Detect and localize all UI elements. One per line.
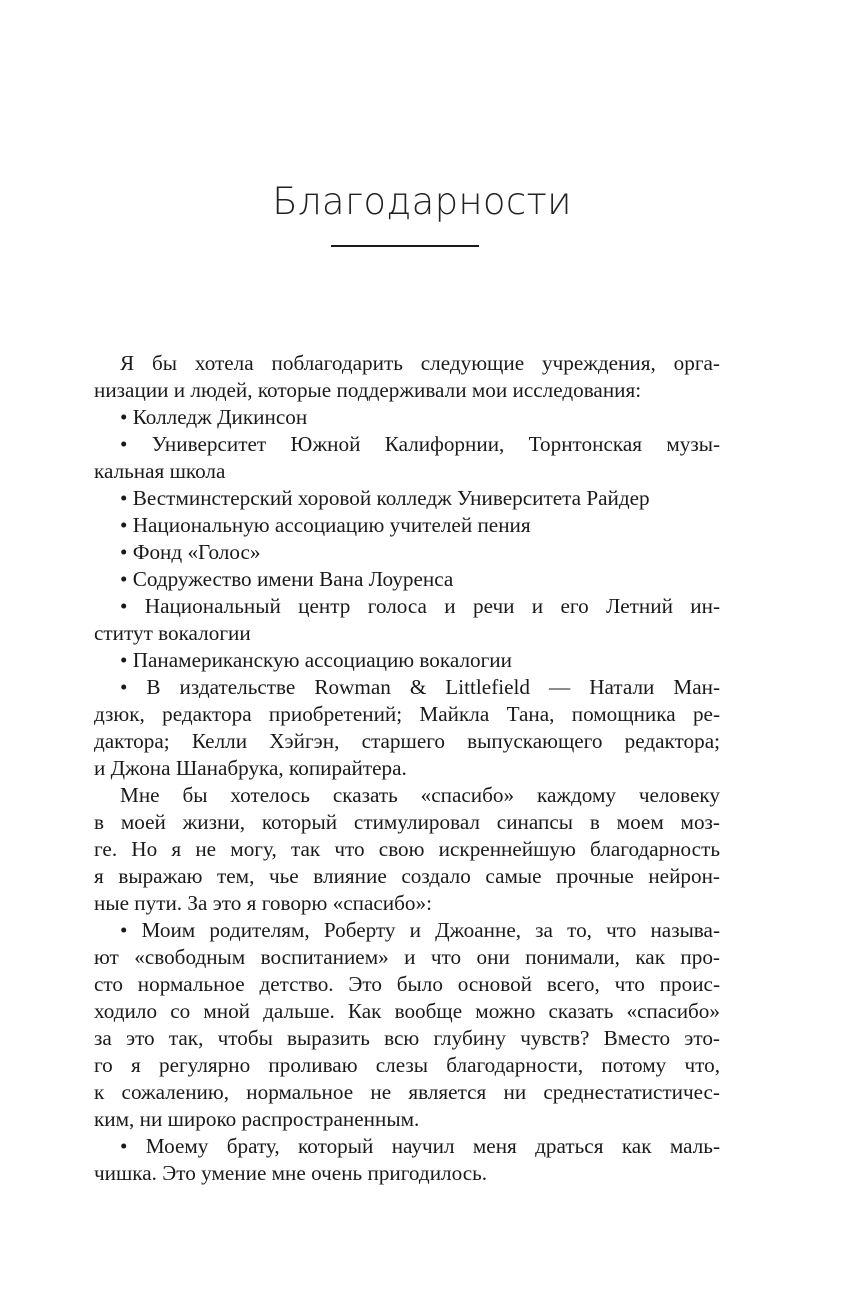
body-text (94, 350, 720, 1187)
text-line: • Моему брату, который научил меня драться как маль- (120, 1134, 720, 1158)
text-line: низации и людей, которые поддерживали мои исследования: (94, 378, 642, 402)
text-line: за это так, чтобы выразить всю глубину чувств? Вместо это- (94, 1026, 720, 1050)
text-line: к сожалению, нормальное не является ни среднестатистичес- (94, 1080, 720, 1104)
text-line: ститут вокалогии (94, 621, 251, 645)
text-line: ходило со мной дальше. Как вообще можно сказать «спасибо» (94, 999, 720, 1023)
text-line: ные пути. За это я говорю «спасибо»: (94, 891, 432, 915)
text-line: • Колледж Дикинсон (120, 405, 308, 429)
text-line: • Моим родителям, Роберту и Джоанне, за то, что называ- (120, 918, 720, 942)
text-line: • Национальную ассоциацию учителей пения (120, 513, 531, 537)
text-line: • Содружество имени Вана Лоуренса (120, 567, 454, 591)
text-line: я выражаю тем, чье влияние создало самые прочные нейрон- (94, 864, 720, 888)
text-line: дзюк, редактора приобретений; Майкла Тана, помощника ре- (94, 702, 720, 726)
title-rule (331, 245, 479, 247)
text-line: го я регулярно проливаю слезы благодарности, потому что, (94, 1053, 720, 1077)
text-line: Мне бы хотелось сказать «спасибо» каждому человеку (120, 783, 720, 807)
text-line: • Вестминстерский хоровой колледж Университета Райдер (120, 486, 650, 510)
text-line: Я бы хотела поблагодарить следующие учреждения, орга- (120, 351, 720, 375)
text-line: • Панамериканскую ассоциацию вокалогии (120, 648, 512, 672)
text-line: в моей жизни, который стимулировал синапсы в моем моз- (94, 810, 720, 834)
text-line: ют «свободным воспитанием» и что они понимали, как про- (94, 945, 720, 969)
text-line: • Университет Южной Калифорнии, Торнтонская музы- (120, 432, 720, 456)
text-line: чишка. Это умение мне очень пригодилось. (94, 1161, 488, 1185)
text-line: сто нормальное детство. Это было основой всего, что проис- (94, 972, 720, 996)
text-line: кальная школа (94, 459, 226, 483)
text-line: дактора; Келли Хэйгэн, старшего выпускающего редактора; (94, 729, 720, 753)
text-line: ге. Но я не могу, так что свою искреннейшую благодарность (94, 837, 720, 861)
page-title: Благодарности (272, 180, 572, 223)
text-line: • В издательстве Rowman & Littlefield — Натали Ман- (120, 675, 720, 699)
text-line: ким, ни широко распространенным. (94, 1107, 420, 1131)
text-line: • Фонд «Голос» (120, 540, 261, 564)
text-line: и Джона Шанабрука, копирайтера. (94, 756, 407, 780)
text-line: • Национальный центр голоса и речи и его Летний ин- (120, 594, 720, 618)
